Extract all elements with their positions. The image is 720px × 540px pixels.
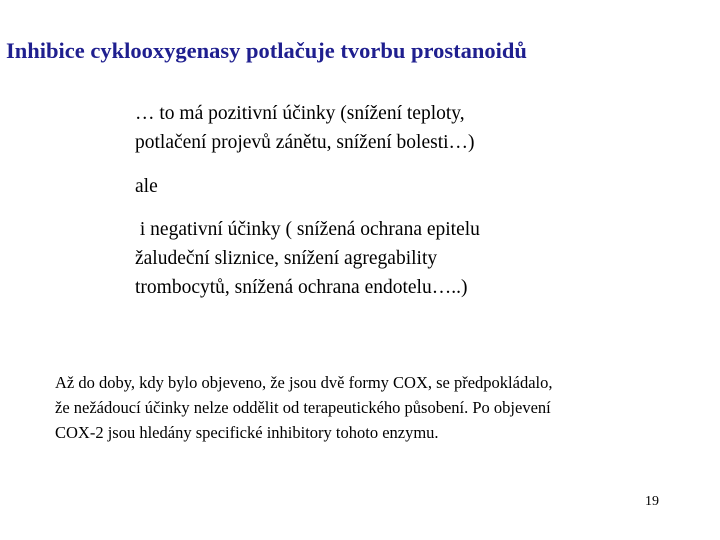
negative-effects-line: trombocytů, snížená ochrana endotelu…..) [135, 277, 468, 298]
negative-effects-line: žaludeční sliznice, snížení agregability [135, 248, 438, 269]
footnote-line: COX-2 jsou hledány specifické inhibitory tohoto enzymu. [55, 423, 439, 442]
negative-effects-line: i negativní účinky ( snížená ochrana epitelu [135, 219, 480, 240]
connector-word: ale [135, 176, 158, 197]
negative-effects-paragraph [135, 215, 655, 302]
footnote-line: Až do doby, kdy bylo objeveno, že jsou dvě formy COX, se předpokládalo, [55, 373, 553, 392]
footnote-line: že nežádoucí účinky nelze oddělit od terapeutického působení. Po objevení [55, 398, 551, 417]
slide-title: Inhibice cyklooxygenasy potlačuje tvorbu prostanoidů [6, 38, 527, 63]
main-content [135, 99, 655, 302]
positive-effects-paragraph [135, 99, 655, 157]
positive-effects-line: potlačení projevů zánětu, snížení bolesti…) [135, 132, 475, 153]
positive-effects-line: … to má pozitivní účinky (snížení teploty, [135, 103, 465, 124]
page-number: 19 [645, 494, 659, 509]
footnote-paragraph [55, 370, 695, 445]
